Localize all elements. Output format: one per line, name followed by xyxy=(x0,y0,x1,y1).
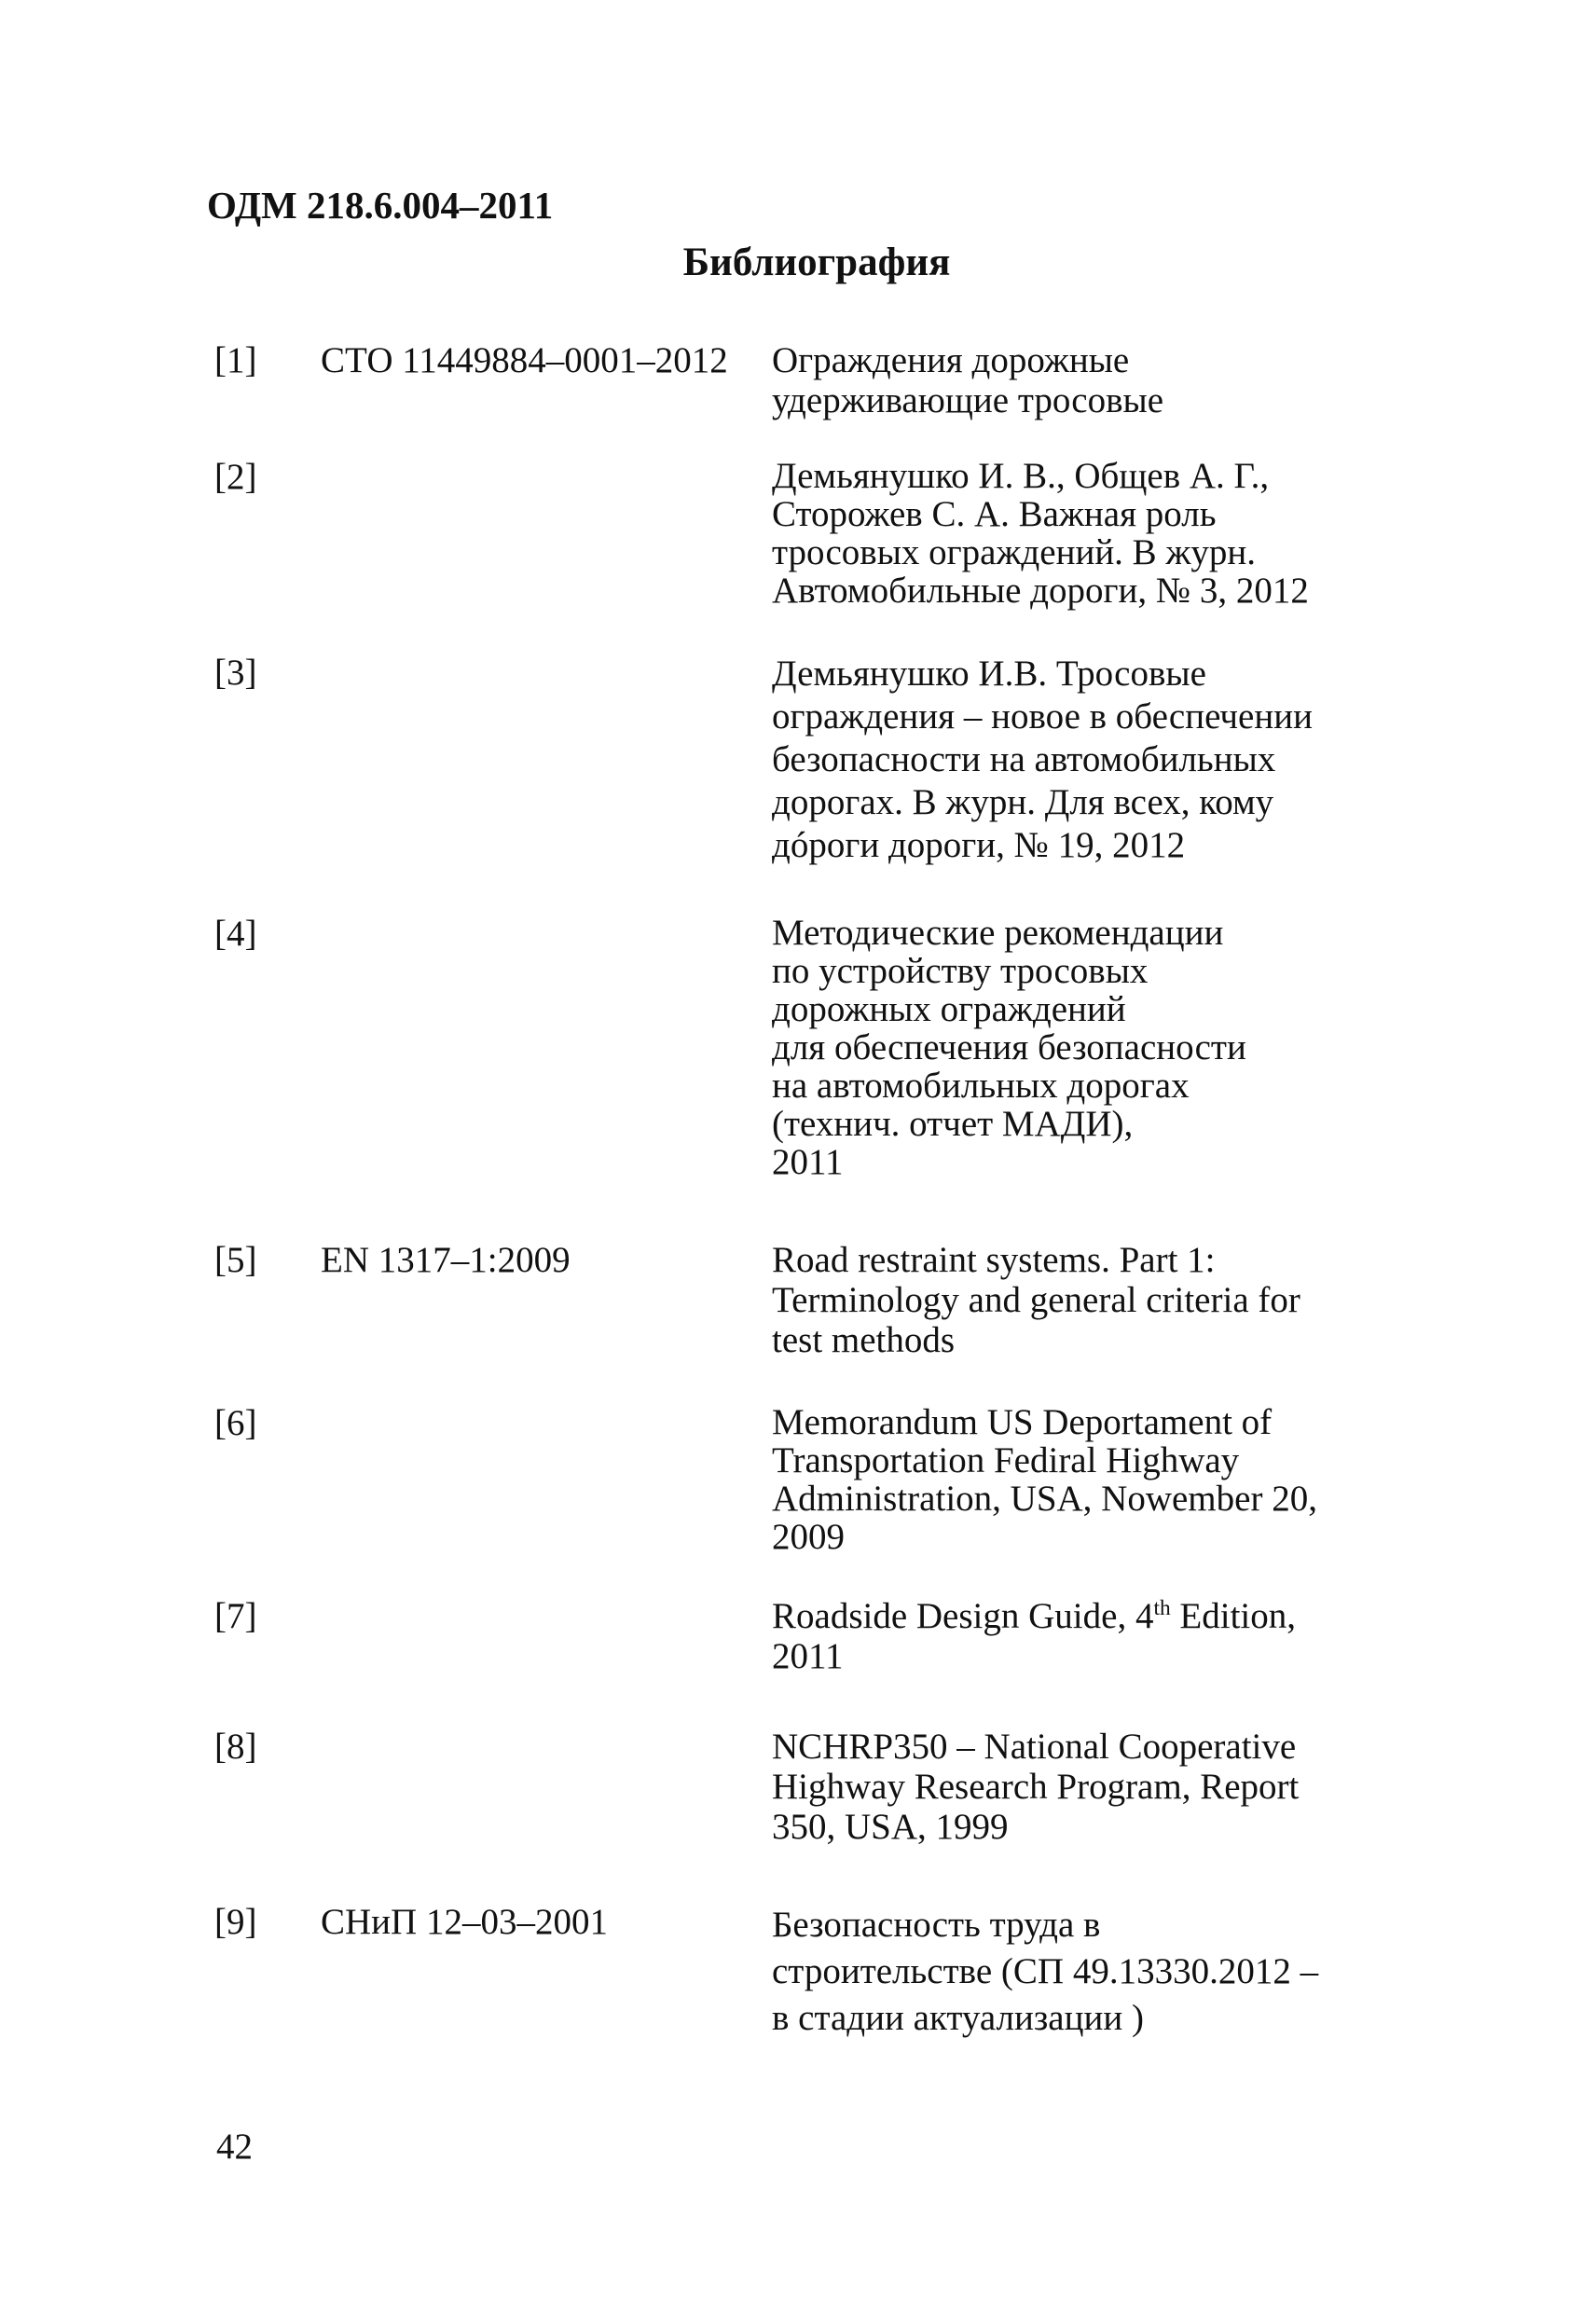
reference-description-line: ограждения – новое в обеспечении xyxy=(772,696,1313,737)
reference-description-line: Безопасность труда в xyxy=(772,1905,1101,1945)
reference-description-line: строительстве (СП 49.13330.2012 – xyxy=(772,1951,1319,1991)
reference-number: [3] xyxy=(214,653,257,693)
reference-description-line: на автомобильных дорогах xyxy=(772,1066,1190,1106)
reference-description-line: Administration, USA, Nowember 20, xyxy=(772,1479,1317,1519)
reference-description-line: Road restraint systems. Part 1: xyxy=(772,1240,1216,1280)
reference-description-line: дорожных ограждений xyxy=(772,989,1126,1029)
reference-description-line: дóроги дороги, № 19, 2012 xyxy=(772,825,1186,865)
reference-description-line: Демьянушко И.В. Тросовые xyxy=(772,654,1206,694)
reference-description xyxy=(772,1240,1300,1360)
reference-description-line: Roadside Design Guide, 4th Edition, xyxy=(772,1596,1296,1636)
reference-standard-code: EN 1317–1:2009 xyxy=(321,1240,571,1280)
reference-description-line: Highway Research Program, Report xyxy=(772,1767,1300,1807)
reference-description-line: (технич. отчет МАДИ), xyxy=(772,1104,1134,1144)
reference-number: [8] xyxy=(214,1727,257,1767)
reference-description-line: Демьянушко И. В., Общев А. Г., xyxy=(772,456,1270,496)
reference-description-line: в стадии актуализации ) xyxy=(772,1998,1144,2038)
reference-description-line: Методические рекомендации xyxy=(772,913,1224,953)
reference-description-line: test methods xyxy=(772,1320,956,1360)
reference-number: [6] xyxy=(214,1403,257,1443)
reference-description-line: тросовых ограждений. В журн. xyxy=(772,532,1257,572)
reference-description-line: 2011 xyxy=(772,1636,844,1676)
reference-description xyxy=(772,1727,1299,1847)
reference-description-line: для обеспечения безопасности xyxy=(772,1027,1246,1067)
reference-description-line: Сторожев С. А. Важная роль xyxy=(772,494,1217,534)
reference-description-line: дорогах. В журн. Для всех, кому xyxy=(772,782,1274,822)
reference-number: [2] xyxy=(214,457,257,497)
reference-description-line: Terminology and general criteria for xyxy=(772,1280,1300,1320)
reference-description-line: Memorandum US Deportament of xyxy=(772,1402,1273,1442)
reference-description-line: NCHRP350 – National Cooperative xyxy=(772,1727,1297,1767)
reference-description xyxy=(772,340,1163,420)
reference-number: [1] xyxy=(214,340,257,380)
reference-standard-code: СНиП 12–03–2001 xyxy=(321,1902,608,1942)
reference-number: [5] xyxy=(214,1240,257,1280)
reference-description xyxy=(772,1403,1317,1556)
reference-description xyxy=(772,653,1313,867)
reference-number: [4] xyxy=(214,914,257,954)
reference-standard-code: СТО 11449884–0001–2012 xyxy=(321,340,728,380)
reference-description-line: 2011 xyxy=(772,1142,844,1182)
reference-description-line: Автомобильные дороги, № 3, 2012 xyxy=(772,571,1309,611)
reference-description-line: Ограждения дорожные xyxy=(772,340,1130,380)
reference-description-line: Transportation Fediral Highway xyxy=(772,1440,1240,1480)
reference-description xyxy=(772,1902,1318,2042)
reference-description-line: 350, USA, 1999 xyxy=(772,1807,1009,1847)
page-number: 42 xyxy=(216,2127,253,2167)
page-title: Библиография xyxy=(682,241,951,284)
reference-description xyxy=(772,914,1246,1181)
reference-description-line: 2009 xyxy=(772,1517,845,1557)
document-code: ОДМ 218.6.004–2011 xyxy=(207,184,554,227)
reference-description xyxy=(772,457,1309,610)
reference-description-line: удерживающие тросовые xyxy=(772,380,1164,420)
reference-description-line: безопасности на автомобильных xyxy=(772,739,1276,779)
reference-description-line: по устройству тросовых xyxy=(772,951,1149,991)
reference-description xyxy=(772,1596,1296,1676)
reference-number: [9] xyxy=(214,1902,257,1942)
reference-number: [7] xyxy=(214,1596,257,1636)
